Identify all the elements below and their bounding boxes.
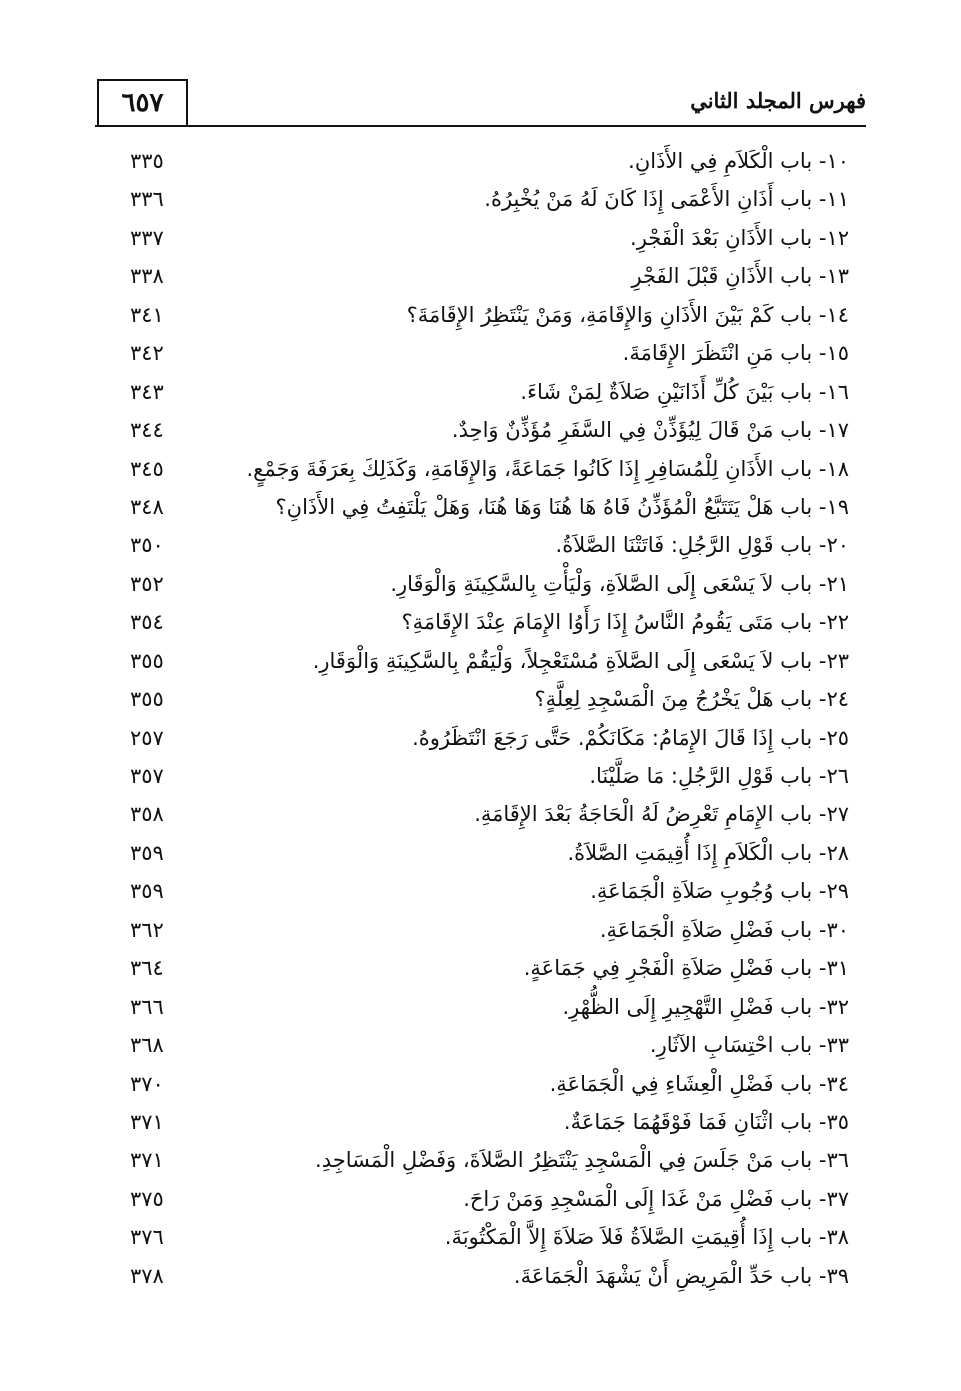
page-number-box (97, 79, 188, 125)
entry-title: ١٥- باب مَنِ انْتَظَرَ الإِقَامَةَ. (622, 341, 849, 366)
entry-page-number: ٣٣٧ (130, 225, 164, 250)
list-item (0, 373, 961, 411)
entry-page-number: ٣٧٠ (130, 1071, 164, 1096)
entry-title: ٣٦- باب مَنْ جَلَسَ فِي الْمَسْجِدِ يَنْتَظِرُ الصَّلاَةَ، وَفَضْلِ الْمَسَاجِدِ. (315, 1148, 849, 1173)
entry-page-number: ٣٧١ (130, 1148, 164, 1173)
header-divider (95, 125, 866, 127)
entry-title: ١٣- باب الأَذَانِ قَبْلَ الفَجْرِ (631, 264, 849, 289)
entry-title: ٢٩- باب وُجُوبِ صَلاَةِ الْجَمَاعَةِ. (590, 879, 849, 904)
entry-page-number: ٣٥٩ (130, 879, 164, 904)
entry-page-number: ٣٦٦ (130, 994, 164, 1019)
list-item (0, 988, 961, 1026)
entry-page-number: ٣٥٤ (130, 610, 164, 635)
entry-page-number: ٣٥٠ (130, 533, 164, 558)
entry-title: ٢٦- باب قَوْلِ الرَّجُلِ: مَا صَلَّيْنَا. (589, 764, 849, 788)
list-item (0, 1257, 961, 1295)
entry-title: ٢٣- باب لاَ يَسْعَى إِلَى الصَّلاَةِ مُسْتَعْجِلاً، وَلْيَقُمْ بِالسَّكِينَةِ وَالْوَقَارِ. (312, 648, 849, 673)
index-list (0, 142, 961, 1295)
entry-title: ٣٩- باب حَدِّ الْمَرِيضِ أَنْ يَشْهَدَ الْجَمَاعَةَ. (513, 1263, 849, 1288)
list-item (0, 680, 961, 718)
entry-title: ١١- باب أَذَانِ الأَعْمَى إِذَا كَانَ لَهُ مَنْ يُخْبِرُهُ. (484, 187, 849, 212)
list-item (0, 450, 961, 488)
entry-title: ٢٧- باب الإِمَامِ تَعْرِضُ لَهُ الْحَاجَةُ بَعْدَ الإِقَامَةِ. (474, 802, 849, 827)
list-item (0, 257, 961, 295)
list-item (0, 719, 961, 757)
entry-title: ١٦- باب بَيْنَ كُلِّ أَذَانَيْنِ صَلاَةٌ لِمَنْ شَاءَ. (520, 379, 849, 404)
entry-title: ٢٢- باب مَتَى يَقُومُ النَّاسُ إِذَا رَأَوُا الإِمَامَ عِنْدَ الإِقَامَةِ؟ (401, 610, 849, 635)
list-item (0, 565, 961, 603)
list-item (0, 872, 961, 910)
entry-page-number: ٣٤٣ (130, 379, 164, 404)
entry-title: ٢١- باب لاَ يَسْعَى إِلَى الصَّلاَةِ، وَلْيَأْتِ بِالسَّكِينَةِ وَالْوَقَارِ. (390, 571, 849, 596)
entry-page-number: ٣٤٢ (130, 341, 164, 366)
entry-title: ٢٨- باب الْكَلاَمِ إِذَا أُقِيمَتِ الصَّلاَةُ. (567, 840, 849, 865)
list-item (0, 526, 961, 564)
entry-page-number: ٣٧٥ (130, 1186, 164, 1211)
entry-title: ١٨- باب الأَذَانِ لِلْمُسَافِرِ إِذَا كَانُوا جَمَاعَةً، وَالإِقَامَةِ، وَكَذَلِكَ بِعَرَفَةَ وَجَمْعٍ. (246, 456, 849, 481)
entry-title: ٣٤- باب فَضْلِ الْعِشَاءِ فِي الْجَمَاعَةِ. (549, 1071, 849, 1096)
entry-page-number: ٣٤٥ (130, 456, 164, 481)
entry-page-number: ٣٣٥ (130, 149, 164, 173)
entry-title: ٢٤- باب هَلْ يَخْرُجُ مِنَ الْمَسْجِدِ لِعِلَّةٍ؟ (534, 687, 849, 712)
entry-page-number: ٣٧٨ (130, 1263, 164, 1288)
entry-page-number: ٣٧٦ (130, 1225, 164, 1250)
entry-page-number: ٣٤١ (130, 302, 164, 327)
entry-title: ٣٠- باب فَضْلِ صَلاَةِ الْجَمَاعَةِ. (599, 917, 849, 942)
entry-title: ٣٧- باب فَضْلِ مَنْ غَدَا إِلَى الْمَسْجِدِ وَمَنْ رَاحَ. (463, 1186, 849, 1211)
list-item (0, 1065, 961, 1103)
entry-title: ٣٢- باب فَضْلِ التَّهْجِيرِ إِلَى الظُّهْرِ. (562, 994, 849, 1019)
entry-page-number: ٣٥٢ (130, 571, 164, 596)
entry-page-number: ٣٥٧ (130, 764, 164, 788)
list-item (0, 795, 961, 833)
entry-page-number: ٣٧١ (130, 1109, 164, 1134)
entry-page-number: ٣٥٥ (130, 648, 164, 673)
entry-title: ١٢- باب الأَذَانِ بَعْدَ الْفَجْرِ. (630, 225, 849, 250)
entry-title: ١٩- باب هَلْ يَتَتَبَّعُ الْمُؤَذِّنُ فَاهُ هَا هُنَا وَهَا هُنَا، وَهَلْ يَلْتَفِتُ فِي الأَذَانِ؟ (275, 494, 849, 519)
entry-page-number: ٣٤٨ (130, 494, 164, 519)
entry-page-number: ٣٥٨ (130, 802, 164, 827)
entry-page-number: ٣٦٨ (130, 1033, 164, 1058)
entry-page-number: ٣٦٢ (130, 917, 164, 942)
entry-page-number: ٢٥٧ (130, 725, 164, 750)
entry-title: ١٧- باب مَنْ قَالَ لِيُؤَذِّنْ فِي السَّفَرِ مُؤَذِّنٌ وَاحِدٌ. (451, 418, 849, 443)
entry-page-number: ٣٣٨ (130, 264, 164, 289)
entry-title: ٢٠- باب قَوْلِ الرَّجُلِ: فَاتَتْنَا الصَّلاَةُ. (555, 533, 849, 558)
entry-page-number: ٣٥٥ (130, 687, 164, 712)
page-number: ٦٥٧ (121, 88, 164, 118)
list-item (0, 1103, 961, 1141)
list-item (0, 757, 961, 795)
list-item (0, 142, 961, 180)
entry-page-number: ٣٣٦ (130, 187, 164, 212)
entry-title: ٣٣- باب احْتِسَابِ الآثَارِ. (649, 1033, 849, 1058)
list-item (0, 1218, 961, 1256)
list-item (0, 949, 961, 987)
list-item (0, 1026, 961, 1064)
entry-title: ٢٥- باب إِذَا قَالَ الإِمَامُ: مَكَانَكُمْ. حَتَّى رَجَعَ انْتَظَرُوهُ. (412, 725, 849, 750)
page-title: فهرس المجلد الثاني (690, 88, 866, 113)
list-item (0, 642, 961, 680)
entry-title: ٣٥- باب اثْنَانِ فَمَا فَوْقَهُمَا جَمَاعَةٌ. (563, 1109, 849, 1134)
entry-page-number: ٣٥٩ (130, 840, 164, 865)
list-item (0, 911, 961, 949)
list-item (0, 296, 961, 334)
entry-title: ٣١- باب فَضْلِ صَلاَةِ الْفَجْرِ فِي جَمَاعَةٍ. (523, 956, 849, 981)
list-item (0, 219, 961, 257)
entry-title: ٣٨- باب إِذَا أُقِيمَتِ الصَّلاَةُ فَلاَ صَلاَةَ إِلاَّ الْمَكْتُوبَةَ. (444, 1225, 849, 1250)
entry-title: ١٠- باب الْكَلاَمِ فِي الأَذَانِ. (628, 149, 849, 173)
entry-page-number: ٣٦٤ (130, 956, 164, 981)
entry-title: ١٤- باب كَمْ بَيْنَ الأَذَانِ وَالإِقَامَةِ، وَمَنْ يَنْتَظِرُ الإِقَامَةَ؟ (406, 302, 849, 327)
list-item (0, 603, 961, 641)
list-item (0, 180, 961, 218)
list-item (0, 1180, 961, 1218)
list-item (0, 411, 961, 449)
list-item (0, 488, 961, 526)
list-item (0, 834, 961, 872)
entry-page-number: ٣٤٤ (130, 418, 164, 443)
list-item (0, 1141, 961, 1179)
list-item (0, 334, 961, 372)
